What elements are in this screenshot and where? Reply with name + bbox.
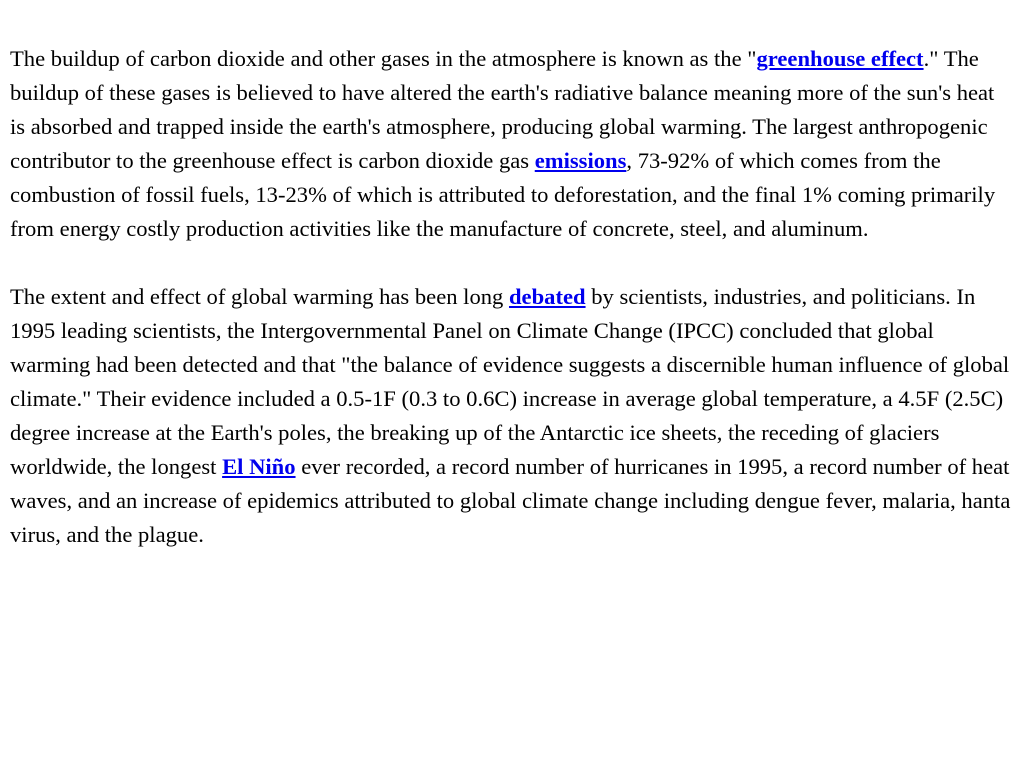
link-greenhouse-effect[interactable]: greenhouse effect	[756, 46, 924, 71]
paragraph-text: by scientists, industries, and politicians. In 1995 leading scientists, the Intergovernmental Panel on Climate Change (IPCC) concluded that global warming had been detected and that "the balance of evidence suggests a discernible human influence of global climate." Their evidence included a 0.5-1F (0.3 to 0.6C) increase in average global temperature, a 4.5F (2.5C) degree increase at the Earth's poles, the breaking up of the Antarctic ice sheets, the receding of glaciers worldwide, the longest	[10, 284, 1010, 479]
link-el-nino[interactable]: El Niño	[222, 454, 296, 479]
paragraph-text: ." The buildup of these gases is believed to have altered the earth's radiative balance meaning more of the sun's heat is absorbed and trapped inside the earth's atmosphere, producing global warming. The largest anthropogenic contributor to the greenhouse effect is carbon dioxide gas	[10, 46, 995, 173]
paragraph-global-warming-debate	[10, 280, 1014, 552]
paragraph-text: ever recorded, a record number of hurricanes in 1995, a record number of heat waves, and an increase of epidemics attributed to global climate change including dengue fever, malaria, hanta virus, and the plague.	[10, 454, 1011, 547]
paragraph-greenhouse-effect	[10, 42, 1014, 246]
paragraph-text: The extent and effect of global warming has been long	[10, 284, 509, 309]
paragraph-text: , 73-92% of which comes from the combustion of fossil fuels, 13-23% of which is attributed to deforestation, and the final 1% coming primarily from energy costly production activities like the manufacture of concrete, steel, and aluminum.	[10, 148, 996, 241]
link-emissions[interactable]: emissions	[534, 148, 627, 173]
paragraph-text: The buildup of carbon dioxide and other gases in the atmosphere is known as the "	[10, 46, 757, 71]
link-debated[interactable]: debated	[508, 284, 586, 309]
